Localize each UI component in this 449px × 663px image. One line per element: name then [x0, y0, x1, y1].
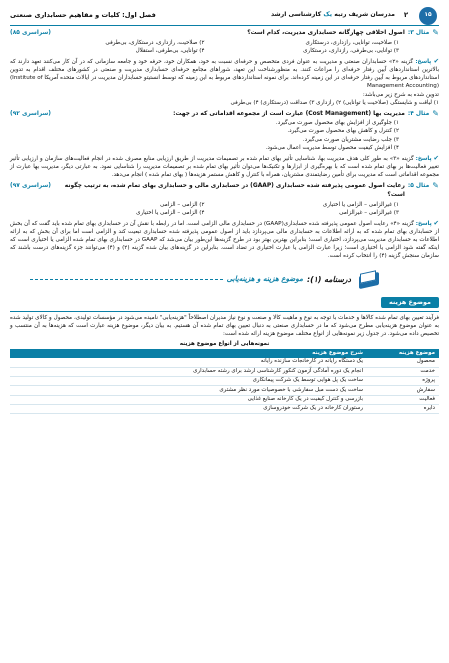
table-title: نمونه‌هایی از انواع موضوع هزینه [179, 341, 270, 348]
example-5-source: (سراسری ۹۷) [10, 183, 51, 190]
option: ۱) صلاحیت، توانایی، رازداری، درستکاری [305, 39, 399, 46]
option: ۱) جلوگیری از افزایش بهای محصول صورت می‌گیرد. [275, 120, 399, 127]
example-3-options [10, 39, 439, 55]
example-3-question [10, 29, 439, 38]
pen-icon: ✎ [432, 181, 439, 191]
example-4-term: (Cost Management) [305, 110, 372, 117]
example-4-answer [10, 154, 439, 180]
checkmark-icon: ✔ [433, 153, 439, 162]
example-4-label: مثال ۴: [407, 110, 430, 117]
table-cell: ساخت یک پل هوایی توسط یک شرکت پیمانکاری [10, 376, 367, 385]
pen-icon: ✎ [432, 28, 439, 37]
answer-line: استانداردهای مربوط به این زمینه که توسط انستیتو حسابداران مدیریت در ایالات متحده آمریکا [44, 75, 263, 82]
example-5 [10, 182, 439, 260]
book-icon [355, 271, 379, 289]
table-cell: رستوران کارخانه در یک شرکت خودروسازی [10, 405, 367, 414]
option: ۳) توانایی، بی‌طرفی، رازداری، درستکاری [303, 47, 399, 54]
section-title: موضوع هزینه [381, 297, 439, 308]
example-5-term: (GAAP) [250, 183, 274, 190]
example-3-text: اصول اخلاقی چهارگانه حسابداری مدیریت، کدام است؟ [247, 30, 405, 36]
table-row [10, 367, 439, 376]
option: ۱) غیرالزامی – الزامی یا اختیاری [322, 201, 399, 208]
answer-line: گزینه «۲» حسابداران صنعتی و مدیریت به عنوان فردی متخصص و حرفه‌ای نسبت به خود، همکاران خود، حرفه خود و جامعه سازمانی که [87, 58, 414, 65]
logo [413, 6, 439, 26]
table-cell: ساخت یک دست مبل سفارشی با خصوصیات مورد نظر مشتری [10, 386, 367, 395]
table-cell: یک دستگاه رایانه در کارخانجات سازنده رایانه [10, 358, 367, 367]
chapter-title: فصل اول: کلیات و مفاهیم حسابداری صنعتی [10, 10, 156, 19]
answer-line: تدوین شده به شرح زیر می‌باشد: [362, 91, 439, 98]
example-5-question [10, 182, 439, 199]
banner-divider [30, 279, 223, 280]
table-row [10, 358, 439, 367]
table-cell: بازرسی و کنترل کیفیت در یک کارخانه صنایع غذایی [10, 395, 367, 404]
table-row [10, 405, 439, 414]
answer-line: در آن کار می‌کنند تعهد دارند که بالاترین استانداردهای آیین رفتار حرفه‌ای را مراعات کنند. به منظورشناخت این تعهد، شوراهای مجامع حرفه‌ای [10, 58, 440, 74]
example-4 [10, 110, 439, 180]
example-5-text-start: رعایت اصول عمومی پذیرفته شده حسابداری [275, 183, 405, 190]
answer-line: گزینه «۳» به طور کلی هدف مدیریت بها، شناسایی تأثیر بهای تمام شده بر تصمیمات مدیریت از طریق ارزیابی منابع مصرف شده در انجام [91, 155, 414, 162]
option: ۲) کنترل و کاهش بهای محصول صورت می‌گیرد. [287, 128, 399, 135]
section-paragraph [10, 314, 439, 338]
example-4-question [10, 110, 439, 119]
example-4-source: (سراسری ۹۲) [10, 110, 51, 117]
option: ۴) توانایی، بی‌طرفی، استقلال [135, 47, 205, 54]
lesson-banner [10, 270, 439, 290]
table-header: شرح موضوع هزینه [10, 349, 367, 358]
table-row [10, 386, 439, 395]
checkmark-icon: ✔ [433, 56, 440, 65]
answer-line: را انتخاب کرده است. [327, 253, 378, 260]
paragraph-line: محصول و کالای تولید شده به عنوان موضوع هزینه‌یابی مطرح می‌شود که ما در حسابداری صنعتی به دنبال تعیین بهای تمام شده آن هستیم. به بیان دیگر، موضوع [10, 314, 439, 329]
option: ۲) الزامی – الزامی [160, 201, 205, 208]
answer-line: حسابداری مدیریت و صنعتی در کشورهای مختلف اقدام به تدوین استانداردهای مربوط به آیین رفتار حرفه‌ای در این زمینه کرده‌اند. برای نمونه [10, 67, 439, 82]
example-3-answer [10, 57, 439, 107]
option: ۴) افزایش کیفیت محصول توسط مدیریت اعمال می‌شود. [265, 144, 399, 151]
cost-object-section [10, 294, 439, 415]
table-row [10, 395, 439, 404]
option: ۴) الزامی – الزامی یا اختیاری [136, 209, 205, 216]
table-cell: دایره [367, 405, 439, 414]
table-cell: فعالیت [367, 395, 439, 404]
example-5-text-end: در حسابداری مالی و حسابداری بهای تمام شده، به ترتیب چگونه است؟ [64, 183, 405, 198]
example-5-options [10, 201, 439, 217]
checkmark-icon: ✔ [433, 218, 439, 227]
example-5-answer [10, 219, 439, 261]
answer-label: پاسخ: [415, 58, 432, 65]
section-divider [10, 311, 439, 312]
answer-line: گزینه «۴» رعایت اصول عمومی پذیرفته شده حسابداری(GAAP) در حسابداری مالی الزامی است. اما در رابطه با نقش آن در حسابداری [97, 220, 414, 227]
example-4-options [10, 119, 439, 151]
table-cell: پروژه [367, 376, 439, 385]
example-3-label: مثال ۳: [407, 30, 430, 36]
table-cell: سفارش [367, 386, 439, 395]
table-cell: محصول [367, 358, 439, 367]
answer-list: ۱) لیاقت و شایستگی (صلاحیت یا توانایی) ۲) رازداری ۳) صداقت (درستکاری) ۴) بی‌طرفی [230, 99, 439, 106]
series-highlight: یک [323, 11, 333, 18]
table-cell: انجام یک دوره آمادگی آزمون کنکور کارشناسی ارشد برای رشته حسابداری [10, 367, 367, 376]
paragraph-line: هزینه عبارت است که هزینه‌ها به آن منتسب و تخصیص داده می‌شود. در جدول زیر نمونه‌هایی از انواع مختلف موضوع هزینه ارائه شده است: [10, 322, 439, 338]
example-5-text [54, 182, 405, 199]
answer-line: فعالیت‌های سازمان و ارزیابی تأثیر تغییر فعالیت‌ها بر بهای تمام شده است که با بهره‌گیری از ابزارها و تکنیک‌ها می‌توان تأثیر بهای تمام شده بر تصمیمات [10, 155, 439, 171]
page-header [10, 6, 439, 26]
answer-line: بهای تمام شده باید گفت که آن بخش از حسابداری بهای تمام شده که به ارائه اطلاعات به حسابداری مالی می‌پردازد باید از اصول عمومی پذیرفته شده [10, 220, 439, 236]
paragraph-line: فرآیند تعیین بهای تمام شده کالاها و خدمات با توجه به نوع و ماهیت کالا و صنعت و نوع نیاز مدیران اصطلاحاً "هزینه‌یابی" نامیده می‌شود در مؤسسات تولیدی، [73, 314, 439, 321]
answer-line: عبارت اختیاری در تضاد است. بنابراین در گزینه‌های بیان شده گزینه (۲) و (۴) می‌توانند جزء گزینه‌های درست باشند که سازمان سنجش گزینه (۴) [10, 245, 439, 260]
option: ۲) صلاحیت، رازداری، درستکاری، بی‌طرفی [105, 39, 205, 46]
series-title [271, 11, 395, 20]
answer-org-name: (Institute of Management Accounting) [10, 75, 439, 90]
option: ۳) جلب رضایت مشتریان صورت می‌گیرد. [302, 136, 399, 143]
cost-object-table [10, 349, 439, 414]
lesson-subtitle: موضوع هزینه و هزینه‌یابی [226, 274, 303, 284]
answer-line: گزینه‌ها این‌طور بیان می‌شد که GAAP در حسابداری بهای تمام شده الزامی یا اختیاری است که اینکه گفته شود الزامی یا اختیاری است؛ زیرا عبارت الزامی یا [10, 237, 440, 252]
answer-label: پاسخ: [415, 220, 432, 227]
page-number: ۲ [403, 11, 409, 20]
series-prefix: مدرسان شریف رتبه [334, 11, 395, 18]
example-5-label: مثال ۵: [407, 183, 430, 190]
table-row [10, 376, 439, 385]
series-suffix: کارشناسی ارشد [270, 11, 322, 18]
example-3 [10, 29, 439, 107]
table-header: موضوع هزینه [367, 349, 439, 358]
table-cell: خدمت [367, 367, 439, 376]
answer-line: مدیریت را شناسایی نمود. به عبارتی دیگر، مدیریت بها عبارت از مجموعه اقداماتی است که مدیریت برای تأمین رضایتمندی مشتریان، همراه با کنترل و [10, 164, 439, 179]
answer-label: پاسخ: [415, 155, 432, 162]
option: ۳) غیرالزامی – غیرالزامی [339, 209, 399, 216]
logo-icon: ۱۵ [419, 7, 437, 25]
example-4-text-start: مدیریت بها [373, 110, 405, 117]
example-3-source: (سراسری ۸۵) [10, 30, 51, 36]
example-4-text-end: عبارت است از مجموعه اقداماتی که در جهت: [173, 110, 304, 117]
example-4-text [54, 110, 405, 119]
lesson-title: درسنامه (۱): [306, 274, 351, 284]
pen-icon: ✎ [432, 108, 439, 118]
table-header-row [10, 349, 439, 358]
answer-line: حسابداری تبعیت کند و الزامی است اما برای آن بخش که به ارائه اطلاعات به حسابداری مدیریت می‌پردازد، اختیاری است؛ بنابراین بهترین بهتر بود در طرح [10, 229, 440, 244]
answer-line: کاهش مستمر هزینه‌ها ( بهای تمام شده ) انجام می‌دهد. [111, 172, 240, 179]
